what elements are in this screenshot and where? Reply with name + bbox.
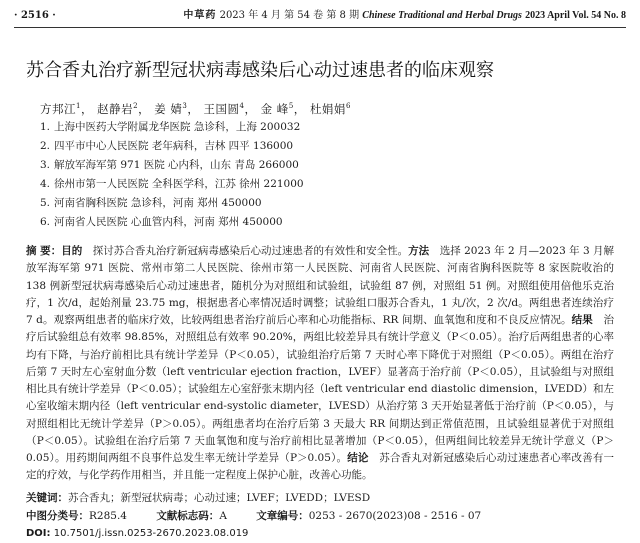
doi-line xyxy=(26,526,626,542)
keywords-label: 关键词： xyxy=(26,492,68,504)
doi-label: DOI: xyxy=(26,528,51,539)
methods-label: 方法 xyxy=(408,245,430,257)
affiliation-item xyxy=(40,213,600,232)
author-affiliation-mark: 1 xyxy=(76,102,81,110)
page-number: · 2516 · xyxy=(14,10,56,21)
clc-label: 中图分类号： xyxy=(26,510,89,522)
results-text: 治疗后试验组总有效率 98.85%，对照组总有效率 90.20%，两组比较差异具有统计学意义（P＜0.05）。治疗后两组患者的心率均有下降，与治疗前相比具有统计学差异（P＜0.05），试验组治疗后第 7 天时心率下降优于对照组（P＜0.05）。两组在治疗后第 7 天时左心室射血分数（left ventricular ejection fraction，LVEF）显著高于治疗前（P＜0.05），且试验组与对照组相比具有统计学差异（P＜0.05）；试验组左心室舒张末期内径（left ventricular end diastolic dimension，LVEDD）和左心室收缩末期内径（left ventricular end-systolic diameter，LVESD）从治疗第 3 天开始显著低于治疗前（P＜0.05），与对照组相比无统计学差异（P＞0.05）。两组患者均在治疗后第 3 天最大 RR 间期达到正常值范围，且试验组显著优于对照组（P＜0.05）。试验组在治疗后第 7 天血氧饱和度与治疗前相比显著增加（P＜0.05），但两组间比较差异无统计学意义（P＞0.05）。用药期间两组不良事件总发生率无统计学差异（P＞0.05）。 xyxy=(26,314,615,464)
journal-info xyxy=(183,6,626,26)
author-name: 姜 婧 xyxy=(154,101,183,116)
journal-name-en: Chinese Traditional and Herbal Drugs xyxy=(362,10,522,21)
affiliation-number: 6. xyxy=(40,216,51,228)
keywords-text: 苏合香丸；新型冠状病毒；心动过速；LVEF；LVEDD；LVESD xyxy=(68,492,371,504)
affiliation-item xyxy=(40,175,600,194)
article-no-label: 文章编号： xyxy=(256,510,309,522)
running-header xyxy=(14,6,626,26)
affiliation-text: 徐州市第一人民医院 全科医学科，江苏 徐州 221000 xyxy=(54,178,304,190)
article-title: 苏合香丸治疗新型冠状病毒感染后心动过速患者的临床观察 xyxy=(26,60,494,81)
methods-text: 选择 2023 年 2 月—2023 年 3 月解放军海军第 971 医院、常州市第二人民医院、徐州市第一人民医院、河南省人民医院、河南省胸科医院等 8 家医院收治的 138 例新型冠状病毒感染后心动过速患者，随机分为对照组和试验组，试验组 87 例，对照组 51 例。对照组使用倍他乐克治疗，1 次/d，起始剂量 23.75 mg，根据患者心率情况适时调整；试验组口服苏合香丸，1 丸/次，2 次/d。两组患者连续治疗 7 d。观察两组患者的临床疗效，比较两组患者治疗前后心率和心功能指标、RR 间期、血氧饱和度和不良反应情况。 xyxy=(26,245,615,326)
author-name: 金 峰 xyxy=(260,101,289,116)
issue-en: 2023 April Vol. 54 No. 8 xyxy=(525,10,626,21)
author-name: 王国圆 xyxy=(203,101,240,116)
doc-code-label: 文献标志码： xyxy=(156,510,220,522)
article-no-value: 0253 - 2670(2023)08 - 2516 - 07 xyxy=(308,510,482,522)
journal-name-cn: 中草药 xyxy=(183,10,217,21)
objective-text: 探讨苏合香丸治疗新冠病毒感染后心动过速患者的有效性和安全性。 xyxy=(92,245,409,257)
affiliation-item xyxy=(40,156,600,175)
results-label: 结果 xyxy=(571,314,593,326)
author-name: 赵静岩 xyxy=(97,101,134,116)
affiliation-text: 河南省胸科医院 急诊科，河南 郑州 450000 xyxy=(54,197,262,209)
objective-label: 目的 xyxy=(61,245,83,257)
affiliation-number: 4. xyxy=(40,178,51,190)
affiliation-item xyxy=(40,137,600,156)
affiliation-number: 3. xyxy=(40,159,51,171)
classification-line xyxy=(26,508,626,524)
author-name: 方邦江 xyxy=(40,101,76,116)
doi-value: 10.7501/j.issn.0253-2670.2023.08.019 xyxy=(53,528,249,539)
affiliation-number: 2. xyxy=(40,140,51,152)
clc-value: R285.4 xyxy=(89,510,127,522)
conclusion-text: 苏合香丸对新冠感染后心动过速患者心率改善有一定的疗效，与化学药作用相当，并且能一定程度上保护心脏，改善心功能。 xyxy=(26,452,615,482)
author-name: 杜娟娟 xyxy=(309,101,346,116)
affiliation-text: 四平市中心人民医院 老年病科，吉林 四平 136000 xyxy=(54,140,294,152)
keywords xyxy=(26,490,626,506)
affiliation-number: 5. xyxy=(40,197,51,209)
abstract xyxy=(26,243,614,485)
affiliation-item xyxy=(40,118,600,137)
author-affiliation-mark: 3 xyxy=(182,102,188,110)
author-affiliation-mark: 4 xyxy=(239,102,245,110)
conclusion-label: 结论 xyxy=(347,452,369,464)
affiliation-text: 河南省人民医院 心血管内科，河南 郑州 450000 xyxy=(54,216,283,228)
doc-code-value: A xyxy=(219,510,227,522)
affiliation-text: 上海中医药大学附属龙华医院 急诊科，上海 200032 xyxy=(54,121,301,133)
header-rule xyxy=(14,27,626,28)
abstract-label: 摘 要： xyxy=(26,245,62,257)
author-affiliation-mark: 5 xyxy=(288,102,294,110)
affiliation-number: 1. xyxy=(40,121,51,133)
affiliation-item xyxy=(40,194,600,213)
author-affiliation-mark: 2 xyxy=(133,102,139,110)
affiliation-text: 解放军海军第 971 医院 心内科，山东 青岛 266000 xyxy=(54,159,299,171)
affiliation-list xyxy=(40,118,600,232)
author-affiliation-mark: 6 xyxy=(345,102,351,110)
issue-date-cn: 2023 年 4 月 第 54 卷 第 8 期 xyxy=(219,10,360,21)
author-list: 方邦江$^1$， 赵静岩$^2$， 姜 婧$^3$， 王国圆$^4$， 金 峰$^5$， 杜娟娟$^6$ xyxy=(40,101,351,116)
